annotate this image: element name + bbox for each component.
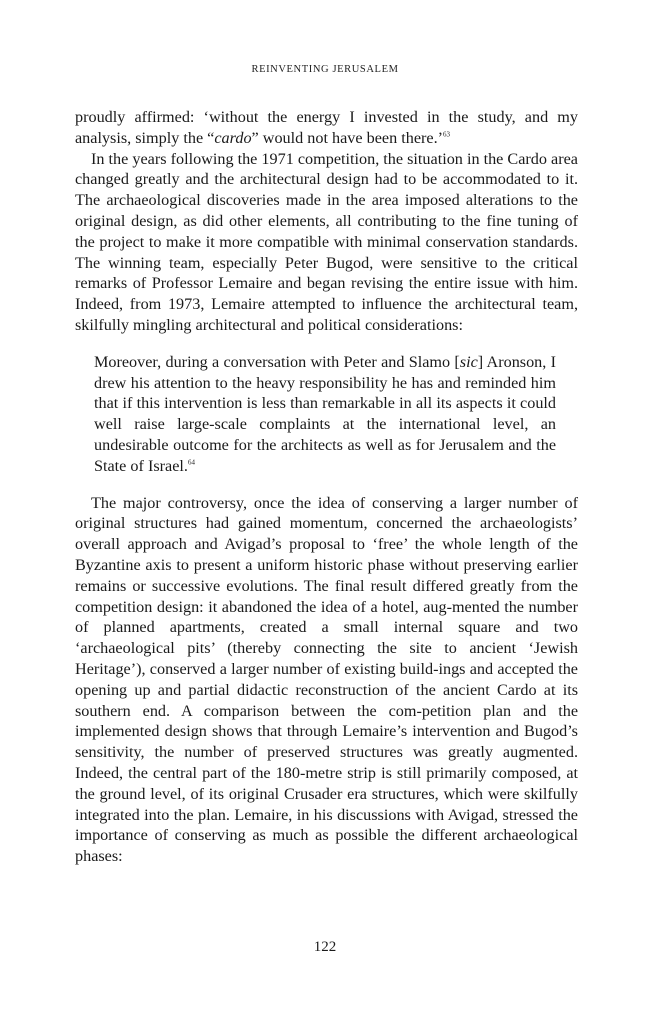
block-quote — [94, 352, 556, 477]
italic-term: cardo — [214, 128, 252, 147]
footnote-marker: 64 — [187, 458, 195, 467]
italic-sic: sic — [459, 352, 478, 371]
footnote-marker: 63 — [443, 130, 451, 139]
quote-text-part: ] Aronson, I drew his attention to the heavy responsibility he has and reminded him that if this intervention is less than remarkable in all its aspects it could well raise large-scale complaints at the international level, an undesirable outcome for the architects as well as for Jerusalem and the State of Israel. — [94, 352, 556, 475]
paragraph: The major controversy, once the idea of conserving a larger number of original structures had gained momentum, concerned the archaeologists’ overall approach and Avigad’s proposal to ‘free’ the whole length of the Byzantine axis to present a uniform historic phase without preserving earlier remains or successive evolutions. The final result differed greatly from the competition design: it abandoned the idea of a hotel, aug-mented the number of planned apartments, created a small internal square and two ‘archaeological pits’ (thereby connecting the site to ancient ‘Jewish Heritage’), conserved a larger number of existing build-ings and accepted the opening up and partial didactic reconstruction of the ancient Cardo at its southern end. A comparison between the com-petition plan and the implemented design shows that through Lemaire’s intervention and Bugod’s sensitivity, the number of preserved structures was greatly augmented. Indeed, the central part of the 180-metre strip is still primarily composed, at the ground level, of its original Crusader era structures, which were skilfully integrated into the plan. Lemaire, in his discussions with Avigad, stressed the importance of conserving as much as possible the different archaeological phases: — [75, 493, 578, 866]
quote-text — [94, 352, 556, 477]
paragraph-text: ” would not have been there.’ — [251, 128, 444, 147]
running-head: REINVENTING JERUSALEM — [251, 64, 399, 75]
quote-text-part: Moreover, during a conversation with Peter and Slamo [ — [94, 352, 460, 371]
page-number: 122 — [313, 939, 337, 955]
paragraph-text: proudly affirmed: ‘without the energy I invested in the study, and my analysis, simply the “ — [75, 108, 578, 147]
paragraph-continuation — [75, 107, 578, 149]
paragraph: In the years following the 1971 competition, the situation in the Cardo area changed greatly and the architectural design had to be accommodated to it. The archaeological discoveries made in the area imposed alterations to the original design, as did other elements, all contributing to the fine tuning of the project to make it more compatible with minimal conservation standards. The winning team, especially Peter Bugod, were sensitive to the critical remarks of Professor Lemaire and began revising the entire issue with him. Indeed, from 1973, Lemaire attempted to influence the architectural team, skilfully mingling architectural and political considerations: — [75, 149, 578, 334]
body-text — [75, 107, 578, 867]
